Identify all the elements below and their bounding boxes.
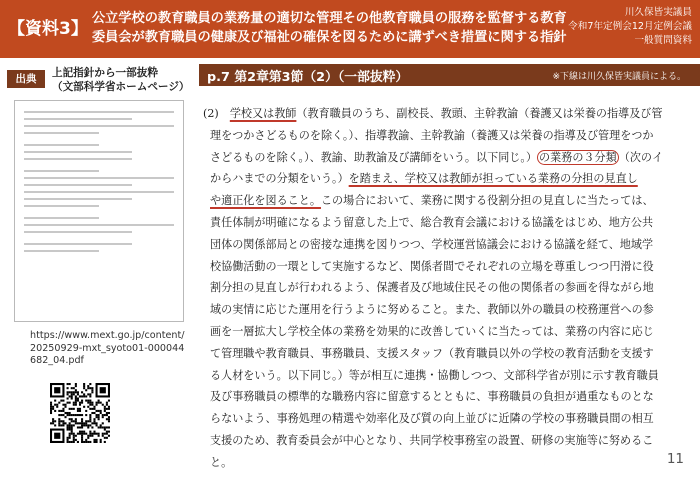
- excerpt-line: 及び事務職員の標準的な職務内容に留意するとともに、事務職員の負担が過重なものとな: [210, 390, 654, 404]
- presenter-info: [532, 6, 692, 48]
- session-name: 令和7年定例会12月定例会議: [568, 21, 692, 32]
- underline-note: ※下線は川久保皆実議員による。: [552, 72, 686, 82]
- excerpt-line: さどるものを除く。）、教諭、助教諭及び講師をいう。以下同じ。） の業務の３分類 （次のイ: [210, 150, 664, 164]
- header-bar: [0, 0, 700, 58]
- document-title: [92, 9, 567, 47]
- source-url[interactable]: https://www.mext.go.jp/content/20250929-mxt_syoto01-000044682_04.pdf: [30, 330, 185, 366]
- material-type: 一般質問資料: [634, 35, 692, 46]
- excerpt-body: [203, 103, 671, 474]
- excerpt-line: や適正化を図ること。この場合において、業務に関する役割分担の見直しに当たっては、: [210, 194, 654, 208]
- excerpt-line: 域の実情に応じた運用を行うように努めること。また、教師以外の職員の校務運営への参: [210, 303, 654, 317]
- excerpt-line: と。: [210, 455, 233, 469]
- material-badge: 【資料3】: [8, 19, 88, 39]
- excerpt-line: 画を一層拡大し学校全体の業務を効果的に改善していくに当たっては、業務の内容に応じ: [210, 324, 654, 338]
- circled-phrase: の業務の３分類: [539, 150, 617, 164]
- underlined-phrase: 学校又は教師: [229, 107, 297, 120]
- excerpt-line: 責任体制が明確になるよう留意した上で、総合教育会議における協議をはじめ、地方公共: [210, 215, 654, 229]
- excerpt-line: らないよう、事務処理の精選や効率化及び質の向上並びに近隣の学校の事務職員間の相互: [210, 412, 654, 426]
- excerpt-line: て管理職や教育職員、事務職員、支援スタッフ（教育職員以外の学校の教育活動を支援す: [210, 346, 654, 360]
- source-line-1: 上記指針から一部抜粋: [52, 67, 158, 79]
- section-title: p.7 第2章第3節（2）（一部抜粋）: [207, 70, 409, 85]
- underlined-phrase: や適正化を図ること。: [210, 194, 321, 208]
- excerpt-line: 校協働活動の一環として実施するなど、関係者間でそれぞれの立場を尊重しつつ円滑に役: [210, 259, 654, 273]
- excerpt-line: 支援のため、教育委員会が中心となり、共同学校事務室の設置、研修の実施等に努めるこ: [210, 433, 654, 447]
- excerpt-line: からハまでの分類をいう。）を踏まえ、学校又は教師が担っている業務の分担の見直し: [210, 172, 638, 186]
- excerpt-line: 割分担の見直しが行われるよう、保護者及び地域住民その他の関係者の参画を得ながら地: [210, 281, 654, 295]
- presenter-name: 川久保皆実議員: [624, 7, 692, 18]
- source-line-2: （文部科学省ホームページ）: [52, 81, 190, 93]
- page-number: 11: [666, 451, 684, 467]
- excerpt-line: る人材をいう。以下同じ。）等が相互に連携・協働しつつ、文部科学省が別に示す教育職員: [210, 368, 659, 382]
- underlined-phrase: を踏まえ、学校又は教師が担っている業務の分担の見直し: [348, 172, 638, 186]
- source-description: [52, 66, 192, 94]
- document-thumbnail: [14, 100, 184, 322]
- excerpt-line: 理をつかさどるものを除く。）、指導教諭、主幹教諭（養護又は栄養の指導及び管理をつか: [210, 128, 654, 142]
- excerpt-line: (2) 学校又は教師（教育職員のうち、副校長、教頭、主幹教諭（養護又は栄養の指導及び管: [203, 107, 663, 120]
- document-title-line-2: 委員会が教育職員の健康及び福祉の確保を図るために講ずべき措置に関する指針: [92, 30, 567, 45]
- source-tag: 出典: [7, 70, 45, 88]
- qr-code[interactable]: [50, 383, 110, 443]
- qr-code-graphic: [50, 383, 110, 443]
- document-title-line-1: 公立学校の教育職員の業務量の適切な管理その他教育職員の服務を監督する教育: [92, 11, 567, 26]
- excerpt-line: 団体の関係部局との密接な連携を図りつつ、学校運営協議会における協議を経て、地域学: [210, 237, 654, 251]
- section-header: [199, 64, 700, 86]
